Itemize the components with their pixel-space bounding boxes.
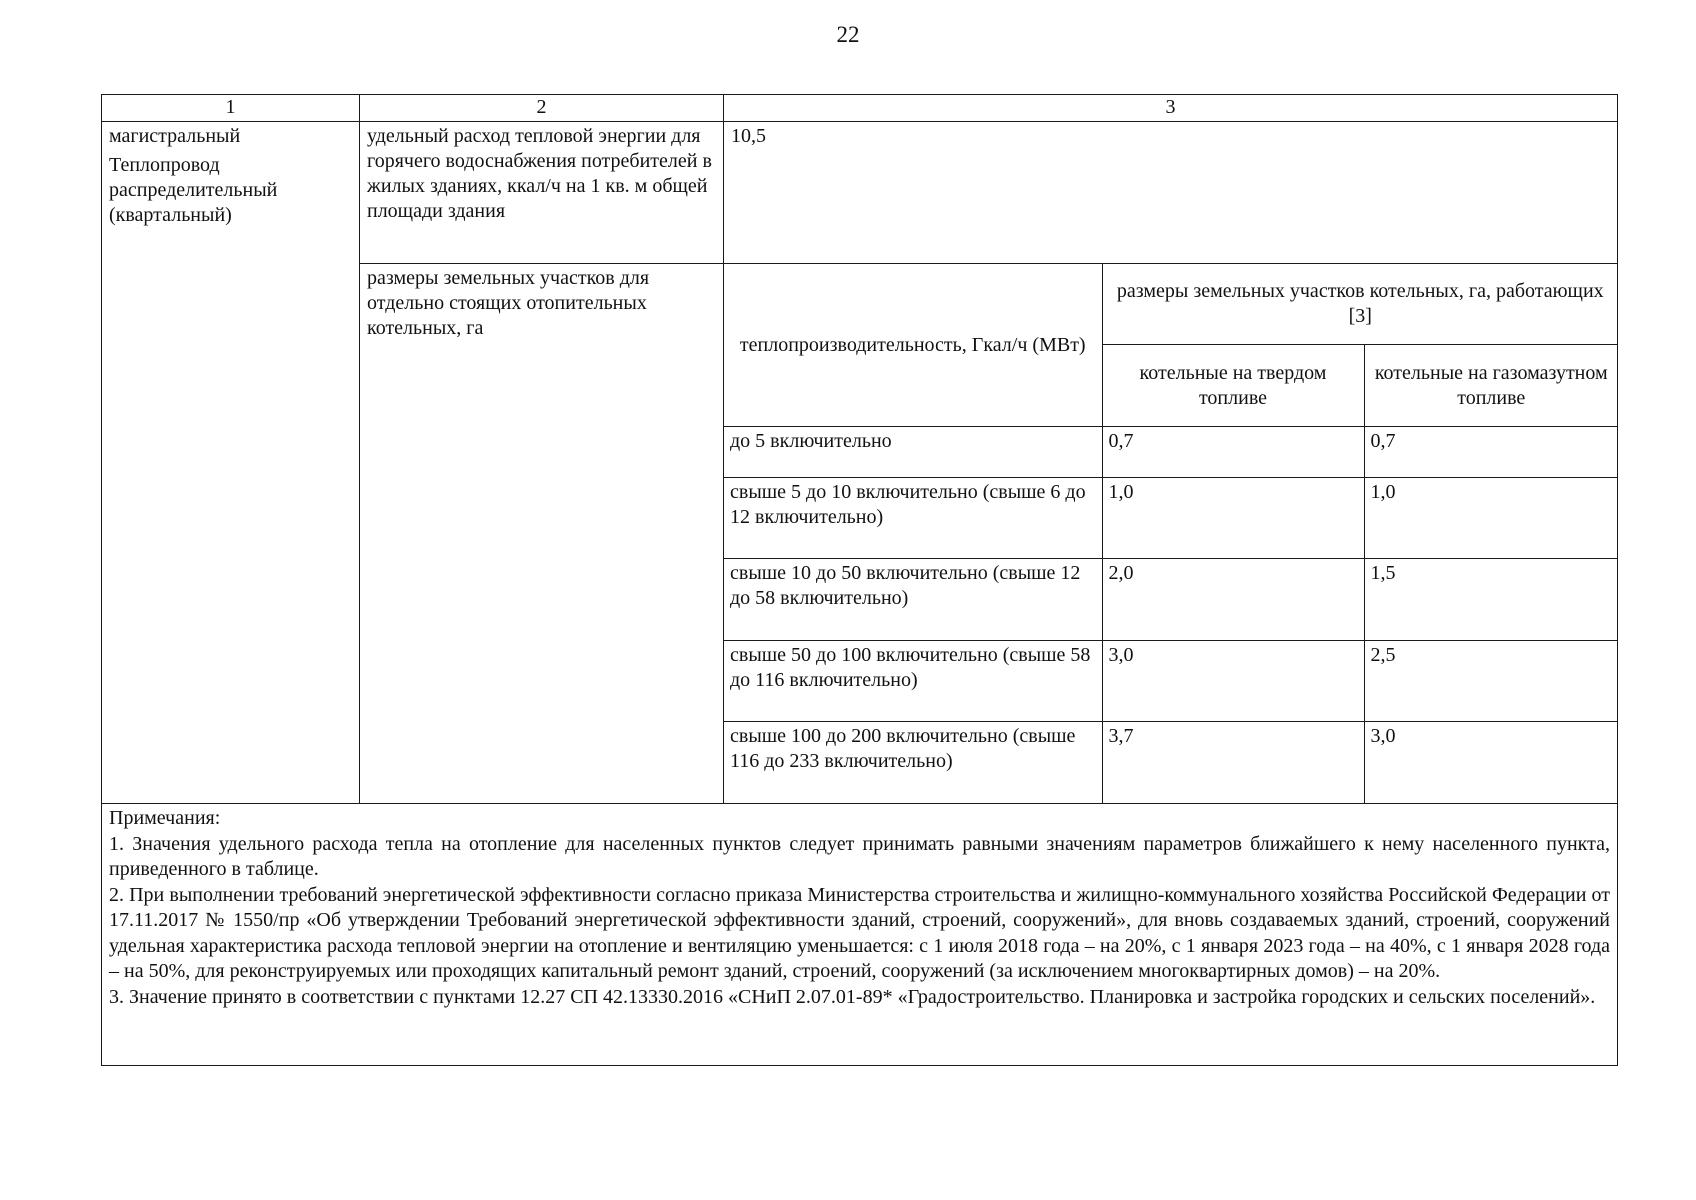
pipeline-type-line: распределительный [109, 179, 278, 201]
note-item: 2. При выполнении требований энергетической эффективности согласно приказа Министерства строительства и жилищно-коммунального хозяйства Российской Федерации от 17.11.2017 № 1550/пр «Об утверждении Требований энергетической эффективности зданий, строений, сооружений», для вновь создаваемых зданий, строений, сооружений удельная характеристика расхода тепловой энергии на отопление и вентиляцию уменьшается: с 1 июля 2018 года – на 20%, с 1 января 2023 года – на 40%, с 1 января 2028 года – на 50%, для реконструируемых или проходящих капитальный ремонт зданий, строений, сооружений (за исключением многоквартирных домов) – на 20%. [109, 883, 1610, 983]
capacity-cell: до 5 включительно [724, 427, 1102, 477]
gas-fuel-cell: 0,7 [1364, 427, 1618, 477]
pipeline-type-line: (квартальный) [109, 204, 232, 226]
pipeline-type-line: магистральный [109, 125, 241, 147]
notes-row [102, 804, 1618, 1066]
pipeline-type-cell [102, 122, 360, 804]
solid-fuel-cell: 3,0 [1102, 640, 1364, 721]
boiler-land-table [724, 264, 1618, 803]
gas-fuel-header: котельные на газомазутном топливе [1364, 344, 1618, 427]
land-sizes-header: размеры земельных участков котельных, га, работающих [3] [1102, 264, 1618, 344]
hot-water-value: 10,5 [724, 122, 1618, 264]
solid-fuel-cell: 3,7 [1102, 722, 1364, 804]
capacity-cell: свыше 50 до 100 включительно (свыше 58 до 116 включительно) [724, 640, 1102, 721]
pipeline-type-line: Теплопровод [109, 154, 220, 176]
capacity-header: теплопроизводительность, Гкал/ч (МВт) [724, 264, 1102, 427]
capacity-cell: свыше 100 до 200 включительно (свыше 116 до 233 включительно) [724, 722, 1102, 804]
land-size-parameter: размеры земельных участков для отдельно стоящих отопительных котельных, га [360, 264, 724, 804]
boiler-header-row [724, 264, 1618, 344]
header-col-3: 3 [724, 95, 1618, 122]
table-row [724, 640, 1618, 721]
capacity-cell: свыше 5 до 10 включительно (свыше 6 до 12 включительно) [724, 477, 1102, 558]
table-row [724, 427, 1618, 477]
notes-cell [102, 804, 1618, 1066]
solid-fuel-header: котельные на твердом топливе [1102, 344, 1364, 427]
notes-title: Примечания: [109, 807, 221, 830]
table-row [724, 722, 1618, 804]
header-col-1: 1 [102, 95, 360, 122]
hot-water-parameter: удельный расход тепловой энергии для горячего водоснабжения потребителей в жилых зданиях, ккал/ч на 1 кв. м общей площади здания [360, 122, 724, 264]
gas-fuel-cell: 3,0 [1364, 722, 1618, 804]
land-size-values-cell [724, 264, 1618, 804]
page-number: 22 [836, 22, 860, 47]
gas-fuel-cell: 1,0 [1364, 477, 1618, 558]
solid-fuel-cell: 1,0 [1102, 477, 1364, 558]
table-row [724, 559, 1618, 640]
note-item: 1. Значения удельного расхода тепла на отопление для населенных пунктов следует принимать равными значениям параметров ближайшего к нему населенного пункта, приведенного в таблице. [109, 832, 1610, 881]
header-row [102, 95, 1618, 122]
note-item: 3. Значение принято в соответствии с пунктами 12.27 СП 42.13330.2016 «СНиП 2.07.01-89* «Градостроительство. Планировка и застройка городских и сельских поселений». [109, 985, 1596, 1008]
solid-fuel-cell: 2,0 [1102, 559, 1364, 640]
gas-fuel-cell: 1,5 [1364, 559, 1618, 640]
table-row [724, 477, 1618, 558]
header-col-2: 2 [360, 95, 724, 122]
hot-water-row [102, 122, 1618, 264]
solid-fuel-cell: 0,7 [1102, 427, 1364, 477]
capacity-cell: свыше 10 до 50 включительно (свыше 12 до 58 включительно) [724, 559, 1102, 640]
regulation-table [101, 94, 1618, 1066]
gas-fuel-cell: 2,5 [1364, 640, 1618, 721]
